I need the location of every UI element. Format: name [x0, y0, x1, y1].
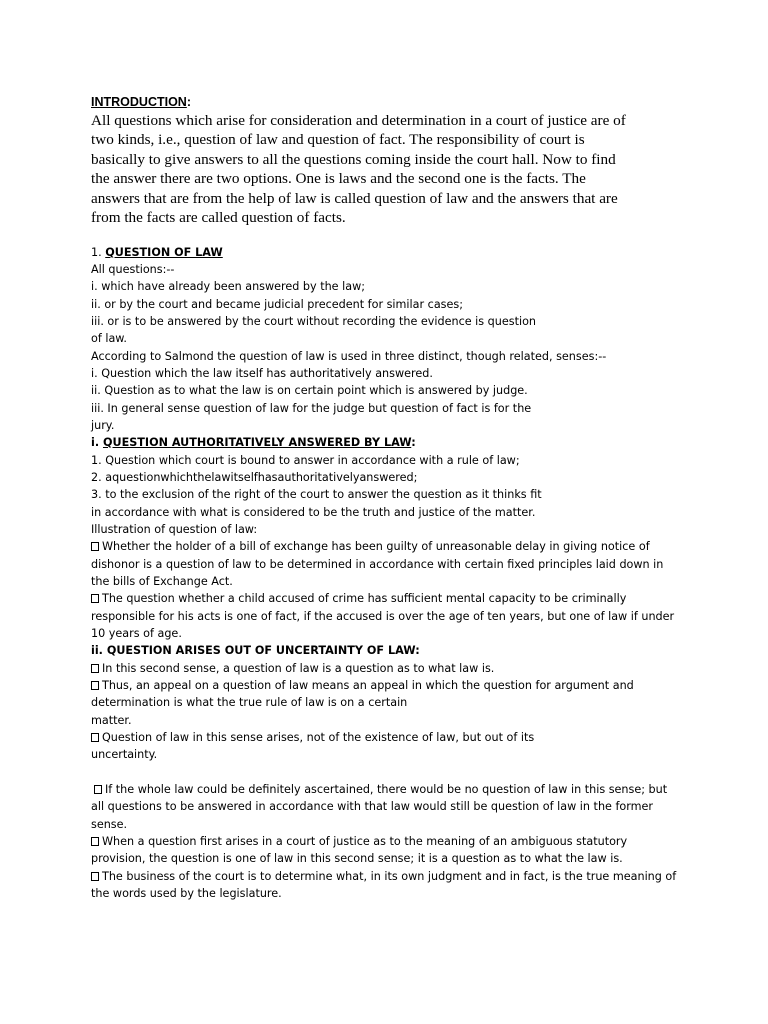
- text-line: 10 years of age.: [91, 627, 182, 640]
- intro-line: basically to give answers to all the questions coming inside the court hall. Now to find: [91, 150, 616, 168]
- text-line: the words used by the legislature.: [91, 887, 282, 900]
- text-line: i. which have already been answered by the law;: [91, 280, 366, 293]
- section-number: 1.: [91, 246, 106, 259]
- missing-glyph-bullet-icon: [91, 733, 99, 742]
- section-heading: [91, 245, 223, 261]
- text-line: ii. Question as to what the law is on certain point which is answered by judge.: [91, 384, 528, 397]
- text-line: sense.: [91, 818, 128, 831]
- subsection-title: QUESTION AUTHORITATIVELY ANSWERED BY LAW: [102, 436, 412, 449]
- introduction-heading-text: INTRODUCTION: [91, 95, 187, 109]
- text-line: iii. or is to be answered by the court without recording the evidence is question: [91, 315, 537, 328]
- text-line: provision, the question is one of law in this second sense; it is a question as to what the law is.: [91, 852, 623, 865]
- text-line: 2. aquestionwhichthelawitselfhasauthoritativelyanswered;: [91, 471, 418, 484]
- subsection-prefix: i.: [91, 436, 103, 449]
- missing-glyph-bullet-icon: [94, 785, 102, 794]
- bullet-line: [91, 834, 627, 850]
- introduction-heading: [91, 95, 191, 109]
- missing-glyph-bullet-icon: [91, 872, 99, 881]
- bullet-text: Thus, an appeal on a question of law means an appeal in which the question for argument and: [102, 679, 634, 692]
- missing-glyph-bullet-icon: [91, 594, 99, 603]
- missing-glyph-bullet-icon: [91, 681, 99, 690]
- missing-glyph-bullet-icon: [91, 837, 99, 846]
- bullet-text: The question whether a child accused of crime has sufficient mental capacity to be criminally: [102, 592, 627, 605]
- text-line: Illustration of question of law:: [91, 523, 258, 536]
- text-line: responsible for his acts is one of fact, if the accused is over the age of ten years, but one of law if under: [91, 610, 675, 623]
- bullet-line: [91, 730, 534, 746]
- bullet-line: [91, 591, 626, 607]
- text-line: According to Salmond the question of law is used in three distinct, though related, senses:--: [91, 350, 607, 363]
- section-title: QUESTION OF LAW: [105, 246, 223, 259]
- text-line: in accordance with what is considered to be the truth and justice of the matter.: [91, 506, 536, 519]
- bullet-text: Question of law in this sense arises, not of the existence of law, but out of its: [102, 731, 535, 744]
- intro-line: answers that are from the help of law is called question of law and the answers that are: [91, 189, 618, 207]
- intro-line: All questions which arise for consideration and determination in a court of justice are of: [91, 112, 626, 129]
- text-line: the bills of Exchange Act.: [91, 575, 233, 588]
- missing-glyph-bullet-icon: [91, 542, 99, 551]
- bullet-text: Whether the holder of a bill of exchange has been guilty of unreasonable delay in giving notice of: [102, 540, 650, 553]
- bullet-line: [94, 782, 667, 798]
- bullet-line: [91, 869, 676, 885]
- text-line: uncertainty.: [91, 748, 158, 761]
- text-line: ii. or by the court and became judicial precedent for similar cases;: [91, 298, 463, 311]
- subsection-heading: ii. QUESTION ARISES OUT OF UNCERTAINTY OF LAW:: [91, 644, 420, 657]
- bullet-text: When a question first arises in a court of justice as to the meaning of an ambiguous statutory: [102, 835, 628, 848]
- intro-line: the answer there are two options. One is laws and the second one is the facts. The: [91, 170, 586, 188]
- text-line: all questions to be answered in accordance with that law would still be question of law in the former: [91, 800, 654, 813]
- text-line: All questions:--: [91, 263, 175, 276]
- intro-line: two kinds, i.e., question of law and question of fact. The responsibility of court is: [91, 131, 585, 149]
- text-line: 1. Question which court is bound to answer in accordance with a rule of law;: [91, 454, 520, 467]
- text-line: matter.: [91, 714, 132, 727]
- bullet-line: [91, 661, 494, 677]
- text-line: jury.: [91, 419, 115, 432]
- text-line: determination is what the true rule of law is on a certain: [91, 696, 408, 709]
- bullet-line: [91, 678, 634, 694]
- missing-glyph-bullet-icon: [91, 664, 99, 673]
- bullet-line: [91, 539, 650, 555]
- intro-line: from the facts are called question of facts.: [91, 208, 346, 226]
- bullet-text: The business of the court is to determine what, in its own judgment and in fact, is the true meaning of: [102, 870, 677, 883]
- text-line: dishonor is a question of law to be determined in accordance with certain fixed principles laid down in: [91, 558, 664, 571]
- bullet-text: In this second sense, a question of law is a question as to what law is.: [102, 662, 495, 675]
- bullet-text: If the whole law could be definitely ascertained, there would be no question of law in this sense; but: [105, 783, 668, 796]
- text-line: of law.: [91, 332, 127, 345]
- subsection-heading: [91, 435, 416, 451]
- text-line: i. Question which the law itself has authoritatively answered.: [91, 367, 433, 380]
- text-line: 3. to the exclusion of the right of the court to answer the question as it thinks fit: [91, 488, 542, 501]
- text-line: iii. In general sense question of law for the judge but question of fact is for the: [91, 402, 532, 415]
- introduction-paragraph: [91, 111, 681, 227]
- subsection-colon: :: [411, 436, 416, 449]
- heading-colon: :: [186, 95, 191, 109]
